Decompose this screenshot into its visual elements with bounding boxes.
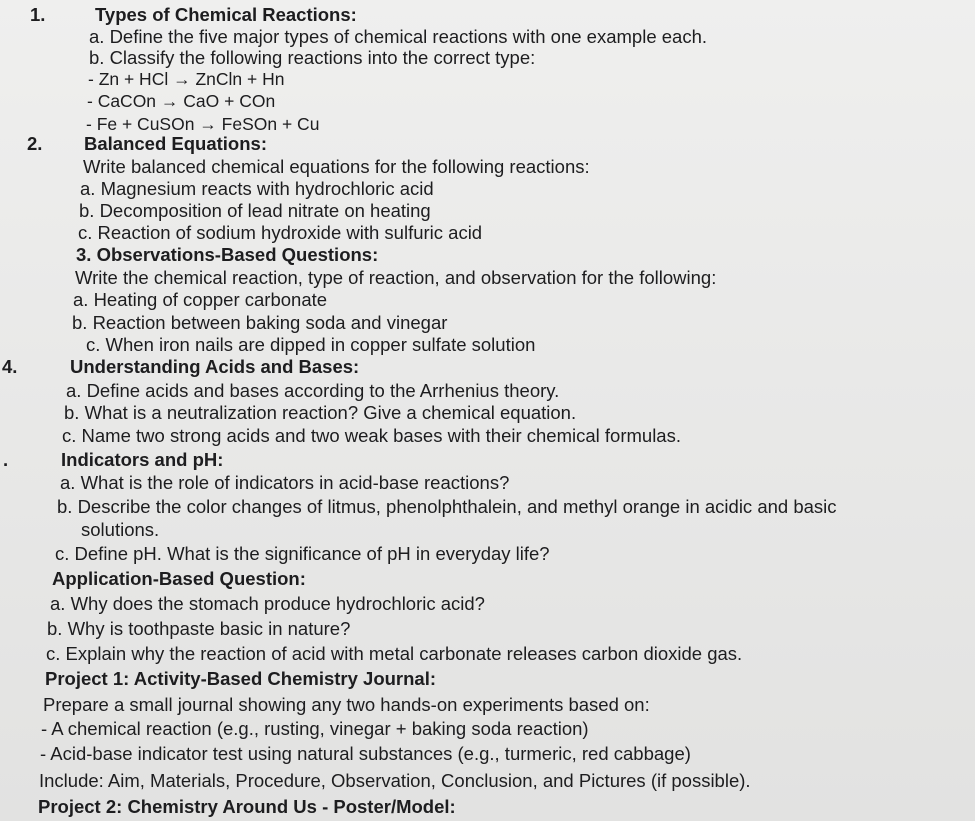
section-2-item-a: a. Magnesium reacts with hydrochloric acid [80, 178, 434, 199]
section-4-item-b: b. What is a neutralization reaction? Give a chemical equation. [64, 402, 577, 423]
section-2-title: Balanced Equations: [84, 133, 267, 154]
section-1-equation-2: - CaCOn → CaO + COn [87, 91, 276, 111]
section-6-title: Application-Based Question: [52, 568, 306, 589]
section-4-number: 4. [2, 356, 18, 377]
section-6-item-c: c. Explain why the reaction of acid with metal carbonate releases carbon dioxide gas. [46, 643, 743, 664]
section-3-item-c: c. When iron nails are dipped in copper sulfate solution [86, 334, 536, 355]
section-5-item-c: c. Define pH. What is the significance of pH in everyday life? [55, 543, 550, 564]
section-6-item-a: a. Why does the stomach produce hydrochloric acid? [50, 593, 485, 614]
section-2-number: 2. [27, 133, 43, 154]
section-5-item-b: b. Describe the color changes of litmus, phenolphthalein, and methyl orange in acidic and basic [57, 496, 837, 517]
section-2-item-c: c. Reaction of sodium hydroxide with sulfuric acid [78, 222, 483, 243]
section-2-item-b: b. Decomposition of lead nitrate on heating [79, 200, 431, 221]
section-1-equation-3: - Fe + CuSOn → FeSOn + Cu [86, 114, 320, 134]
section-3-item-b: b. Reaction between baking soda and vinegar [72, 312, 448, 333]
project-1-intro: Prepare a small journal showing any two hands-on experiments based on: [43, 694, 650, 715]
project-1-item-2: - Acid-base indicator test using natural substances (e.g., turmeric, red cabbage) [40, 743, 691, 764]
section-1-equation-1: - Zn + HCl → ZnCln + Hn [88, 69, 285, 89]
section-6-item-b: b. Why is toothpaste basic in nature? [47, 618, 351, 639]
section-5-item-a: a. What is the role of indicators in acid-base reactions? [60, 472, 510, 493]
section-5-number: . [3, 449, 9, 470]
section-1-number: 1. [30, 4, 46, 25]
project-1-item-1: - A chemical reaction (e.g., rusting, vinegar + baking soda reaction) [41, 718, 589, 739]
section-3-title: 3. Observations-Based Questions: [76, 244, 379, 265]
section-1-title: Types of Chemical Reactions: [95, 4, 357, 25]
section-1-item-a: a. Define the five major types of chemical reactions with one example each. [89, 26, 708, 47]
section-4-item-a: a. Define acids and bases according to the Arrhenius theory. [66, 380, 560, 401]
project-1-title: Project 1: Activity-Based Chemistry Journal: [45, 668, 437, 689]
section-1-item-b: b. Classify the following reactions into the correct type: [89, 47, 536, 68]
project-2-title: Project 2: Chemistry Around Us - Poster/Model: [38, 796, 456, 817]
section-3-intro: Write the chemical reaction, type of reaction, and observation for the following: [75, 267, 717, 288]
section-2-intro: Write balanced chemical equations for the following reactions: [83, 156, 590, 177]
section-5-item-b-cont: solutions. [81, 519, 160, 540]
project-1-include: Include: Aim, Materials, Procedure, Observation, Conclusion, and Pictures (if possible). [39, 770, 751, 791]
section-4-item-c: c. Name two strong acids and two weak bases with their chemical formulas. [62, 425, 681, 446]
section-5-title: Indicators and pH: [61, 449, 224, 470]
section-4-title: Understanding Acids and Bases: [70, 356, 360, 377]
section-3-item-a: a. Heating of copper carbonate [73, 289, 328, 310]
